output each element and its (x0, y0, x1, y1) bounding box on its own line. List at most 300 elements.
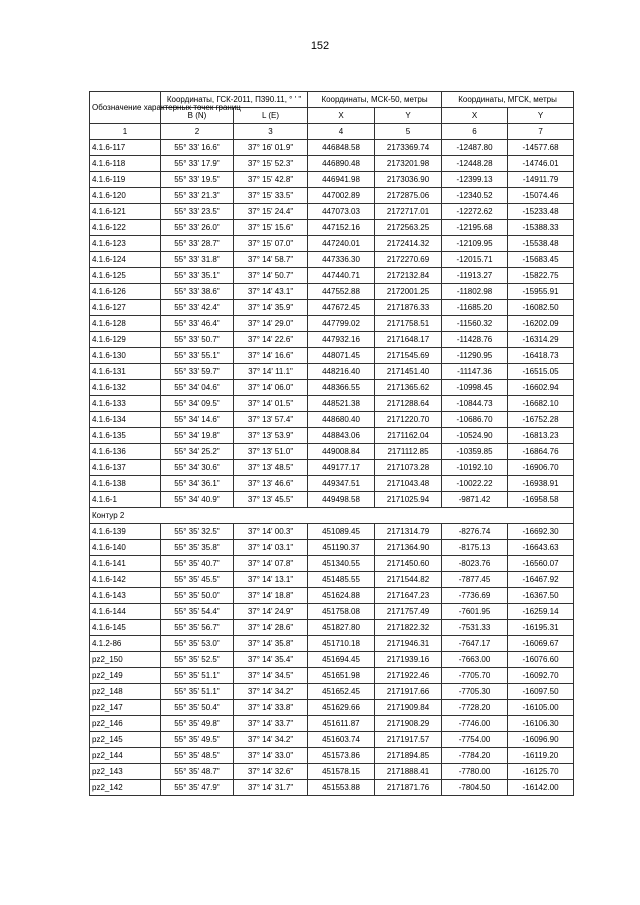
cell-point-code: pz2_150 (90, 652, 161, 668)
cell-longitude-l: 37° 14' 35.9" (234, 300, 308, 316)
cell-longitude-l: 37° 14' 13.1" (234, 572, 308, 588)
cell-longitude-l: 37° 14' 06.0" (234, 380, 308, 396)
cell-latitude-b: 55° 35' 49.8" (161, 716, 234, 732)
cell-mgsk-y: -16643.63 (508, 540, 574, 556)
cell-point-code: pz2_145 (90, 732, 161, 748)
cell-msk-x: 448521.38 (308, 396, 375, 412)
cell-msk-y: 2171314.79 (375, 524, 442, 540)
cell-latitude-b: 55° 33' 46.4" (161, 316, 234, 332)
cell-longitude-l: 37° 15' 33.5" (234, 188, 308, 204)
cell-point-code: 4.1.6-120 (90, 188, 161, 204)
table-row (90, 140, 574, 156)
table-row (90, 396, 574, 412)
cell-msk-x: 447672.45 (308, 300, 375, 316)
cell-mgsk-y: -16418.73 (508, 348, 574, 364)
cell-longitude-l: 37° 14' 32.6" (234, 764, 308, 780)
cell-point-code: 4.1.2-86 (90, 636, 161, 652)
cell-latitude-b: 55° 35' 49.5" (161, 732, 234, 748)
cell-mgsk-y: -15538.48 (508, 236, 574, 252)
table-row (90, 748, 574, 764)
cell-msk-y: 2171112.85 (375, 444, 442, 460)
cell-msk-x: 451611.87 (308, 716, 375, 732)
cell-msk-y: 2172875.06 (375, 188, 442, 204)
cell-mgsk-x: -7784.20 (442, 748, 508, 764)
cell-msk-y: 2173036.90 (375, 172, 442, 188)
cell-msk-y: 2171871.76 (375, 780, 442, 796)
cell-msk-x: 451089.45 (308, 524, 375, 540)
cell-point-code: 4.1.6-136 (90, 444, 161, 460)
column-number: 6 (442, 124, 508, 140)
section-row (90, 508, 574, 524)
column-number: 7 (508, 124, 574, 140)
cell-mgsk-x: -12272.62 (442, 204, 508, 220)
cell-msk-x: 446848.58 (308, 140, 375, 156)
cell-mgsk-x: -11802.98 (442, 284, 508, 300)
cell-latitude-b: 55° 35' 48.7" (161, 764, 234, 780)
cell-msk-x: 449177.17 (308, 460, 375, 476)
cell-msk-y: 2171939.16 (375, 652, 442, 668)
cell-latitude-b: 55° 34' 40.9" (161, 492, 234, 508)
cell-msk-x: 451603.74 (308, 732, 375, 748)
cell-msk-x: 447440.71 (308, 268, 375, 284)
cell-mgsk-x: -7746.00 (442, 716, 508, 732)
cell-point-code: pz2_146 (90, 716, 161, 732)
cell-longitude-l: 37° 14' 43.1" (234, 284, 308, 300)
table-row (90, 668, 574, 684)
cell-mgsk-x: -11147.36 (442, 364, 508, 380)
table-body-contour-2 (90, 524, 574, 796)
cell-msk-x: 451652.45 (308, 684, 375, 700)
cell-mgsk-x: -9871.42 (442, 492, 508, 508)
cell-mgsk-y: -16752.28 (508, 412, 574, 428)
cell-latitude-b: 55° 35' 48.5" (161, 748, 234, 764)
cell-mgsk-x: -7804.50 (442, 780, 508, 796)
cell-mgsk-x: -7601.95 (442, 604, 508, 620)
cell-msk-x: 451578.15 (308, 764, 375, 780)
cell-msk-x: 448366.55 (308, 380, 375, 396)
cell-msk-x: 447073.03 (308, 204, 375, 220)
cell-mgsk-x: -7647.17 (442, 636, 508, 652)
cell-msk-y: 2172717.01 (375, 204, 442, 220)
cell-mgsk-y: -16195.31 (508, 620, 574, 636)
cell-msk-y: 2171162.04 (375, 428, 442, 444)
cell-msk-y: 2171757.49 (375, 604, 442, 620)
cell-mgsk-x: -8175.13 (442, 540, 508, 556)
table-row (90, 492, 574, 508)
column-number: 3 (234, 124, 308, 140)
cell-mgsk-y: -16602.94 (508, 380, 574, 396)
table-row (90, 524, 574, 540)
section-row-group (90, 508, 574, 524)
cell-msk-y: 2172563.25 (375, 220, 442, 236)
cell-mgsk-y: -16259.14 (508, 604, 574, 620)
cell-point-code: 4.1.6-131 (90, 364, 161, 380)
cell-mgsk-x: -8023.76 (442, 556, 508, 572)
cell-mgsk-x: -12487.80 (442, 140, 508, 156)
cell-point-code: 4.1.6-122 (90, 220, 161, 236)
cell-msk-y: 2171365.62 (375, 380, 442, 396)
cell-longitude-l: 37° 14' 03.1" (234, 540, 308, 556)
table-row (90, 540, 574, 556)
cell-longitude-l: 37° 15' 42.8" (234, 172, 308, 188)
table-row (90, 204, 574, 220)
cell-point-code: 4.1.6-145 (90, 620, 161, 636)
cell-latitude-b: 55° 35' 51.1" (161, 684, 234, 700)
header-msk-coordinates: Координаты, МСК-50, метры (308, 92, 442, 108)
cell-msk-y: 2171908.29 (375, 716, 442, 732)
cell-mgsk-x: -10022.22 (442, 476, 508, 492)
table-row (90, 236, 574, 252)
header-gsk-coordinates: Координаты, ГСК-2011, П390.11, ° ' " (161, 92, 308, 108)
cell-msk-x: 447799.02 (308, 316, 375, 332)
cell-msk-y: 2171946.31 (375, 636, 442, 652)
cell-point-code: 4.1.6-135 (90, 428, 161, 444)
cell-longitude-l: 37° 15' 52.3" (234, 156, 308, 172)
cell-msk-y: 2171288.64 (375, 396, 442, 412)
cell-mgsk-y: -16515.05 (508, 364, 574, 380)
cell-mgsk-y: -16097.50 (508, 684, 574, 700)
cell-mgsk-y: -16906.70 (508, 460, 574, 476)
cell-mgsk-x: -12109.95 (442, 236, 508, 252)
cell-longitude-l: 37° 13' 51.0" (234, 444, 308, 460)
cell-mgsk-y: -15074.46 (508, 188, 574, 204)
cell-point-code: pz2_142 (90, 780, 161, 796)
cell-mgsk-y: -16119.20 (508, 748, 574, 764)
cell-longitude-l: 37° 16' 01.9" (234, 140, 308, 156)
cell-longitude-l: 37° 13' 48.5" (234, 460, 308, 476)
cell-msk-y: 2171909.84 (375, 700, 442, 716)
cell-latitude-b: 55° 33' 16.6" (161, 140, 234, 156)
table-row (90, 156, 574, 172)
cell-msk-x: 447002.89 (308, 188, 375, 204)
cell-longitude-l: 37° 15' 15.6" (234, 220, 308, 236)
cell-point-code: 4.1.6-140 (90, 540, 161, 556)
cell-point-code: 4.1.6-139 (90, 524, 161, 540)
cell-msk-y: 2171025.94 (375, 492, 442, 508)
table-row (90, 476, 574, 492)
cell-mgsk-x: -10998.45 (442, 380, 508, 396)
header-point-label: Обозначение характерных точек границ (90, 92, 161, 124)
coordinates-table (89, 91, 574, 796)
cell-latitude-b: 55° 35' 32.5" (161, 524, 234, 540)
cell-msk-y: 2171888.41 (375, 764, 442, 780)
cell-latitude-b: 55° 33' 55.1" (161, 348, 234, 364)
cell-msk-x: 448680.40 (308, 412, 375, 428)
cell-msk-x: 451758.08 (308, 604, 375, 620)
cell-msk-y: 2171073.28 (375, 460, 442, 476)
cell-longitude-l: 37° 14' 33.0" (234, 748, 308, 764)
cell-mgsk-x: -11913.27 (442, 268, 508, 284)
cell-latitude-b: 55° 35' 53.0" (161, 636, 234, 652)
cell-longitude-l: 37° 14' 18.8" (234, 588, 308, 604)
cell-longitude-l: 37° 15' 07.0" (234, 236, 308, 252)
cell-mgsk-x: -10686.70 (442, 412, 508, 428)
cell-point-code: 4.1.6-142 (90, 572, 161, 588)
header-sub-msk-x: X (308, 108, 375, 124)
section-label: Контур 2 (90, 508, 574, 524)
cell-msk-y: 2171648.17 (375, 332, 442, 348)
cell-latitude-b: 55° 35' 50.0" (161, 588, 234, 604)
column-number: 5 (375, 124, 442, 140)
cell-msk-x: 451827.80 (308, 620, 375, 636)
cell-latitude-b: 55° 33' 50.7" (161, 332, 234, 348)
cell-msk-x: 447336.30 (308, 252, 375, 268)
cell-mgsk-x: -7736.69 (442, 588, 508, 604)
cell-latitude-b: 55° 33' 59.7" (161, 364, 234, 380)
table-row (90, 652, 574, 668)
cell-msk-x: 451651.98 (308, 668, 375, 684)
cell-latitude-b: 55° 33' 38.6" (161, 284, 234, 300)
cell-msk-y: 2171894.85 (375, 748, 442, 764)
cell-mgsk-y: -16106.30 (508, 716, 574, 732)
header-mgsk-coordinates: Координаты, МГСК, метры (442, 92, 574, 108)
cell-latitude-b: 55° 34' 30.6" (161, 460, 234, 476)
cell-latitude-b: 55° 35' 56.7" (161, 620, 234, 636)
cell-longitude-l: 37° 14' 11.1" (234, 364, 308, 380)
cell-msk-y: 2171450.60 (375, 556, 442, 572)
table-body-contour-1 (90, 140, 574, 508)
cell-mgsk-y: -14577.68 (508, 140, 574, 156)
cell-latitude-b: 55° 34' 14.6" (161, 412, 234, 428)
table-row (90, 172, 574, 188)
table-row (90, 188, 574, 204)
cell-mgsk-x: -7877.45 (442, 572, 508, 588)
cell-msk-y: 2171451.40 (375, 364, 442, 380)
cell-longitude-l: 37° 14' 07.8" (234, 556, 308, 572)
cell-point-code: 4.1.6-132 (90, 380, 161, 396)
cell-latitude-b: 55° 33' 35.1" (161, 268, 234, 284)
cell-mgsk-x: -10844.73 (442, 396, 508, 412)
cell-latitude-b: 55° 33' 28.7" (161, 236, 234, 252)
cell-longitude-l: 37° 14' 01.5" (234, 396, 308, 412)
cell-mgsk-y: -15388.33 (508, 220, 574, 236)
cell-latitude-b: 55° 34' 36.1" (161, 476, 234, 492)
cell-msk-y: 2171364.90 (375, 540, 442, 556)
cell-longitude-l: 37° 14' 24.9" (234, 604, 308, 620)
cell-mgsk-x: -11560.32 (442, 316, 508, 332)
cell-mgsk-x: -7780.00 (442, 764, 508, 780)
table-row (90, 428, 574, 444)
cell-latitude-b: 55° 33' 19.5" (161, 172, 234, 188)
cell-mgsk-y: -16314.29 (508, 332, 574, 348)
cell-mgsk-y: -16682.10 (508, 396, 574, 412)
cell-mgsk-y: -15233.48 (508, 204, 574, 220)
cell-longitude-l: 37° 14' 34.2" (234, 732, 308, 748)
cell-mgsk-x: -11685.20 (442, 300, 508, 316)
table-row (90, 572, 574, 588)
page-number: 152 (310, 40, 330, 52)
cell-msk-x: 451710.18 (308, 636, 375, 652)
cell-point-code: 4.1.6-117 (90, 140, 161, 156)
table-row (90, 284, 574, 300)
cell-longitude-l: 37° 14' 50.7" (234, 268, 308, 284)
cell-mgsk-y: -16367.50 (508, 588, 574, 604)
cell-longitude-l: 37° 13' 45.5" (234, 492, 308, 508)
cell-msk-y: 2171822.32 (375, 620, 442, 636)
table-row (90, 716, 574, 732)
cell-longitude-l: 37° 14' 34.5" (234, 668, 308, 684)
cell-point-code: 4.1.6-124 (90, 252, 161, 268)
cell-msk-x: 448843.06 (308, 428, 375, 444)
cell-point-code: 4.1.6-130 (90, 348, 161, 364)
cell-latitude-b: 55° 35' 54.4" (161, 604, 234, 620)
cell-longitude-l: 37° 14' 16.6" (234, 348, 308, 364)
table-row (90, 604, 574, 620)
cell-longitude-l: 37° 14' 00.3" (234, 524, 308, 540)
cell-point-code: 4.1.6-1 (90, 492, 161, 508)
cell-latitude-b: 55° 34' 04.6" (161, 380, 234, 396)
cell-msk-y: 2173369.74 (375, 140, 442, 156)
table-row (90, 380, 574, 396)
cell-point-code: 4.1.6-119 (90, 172, 161, 188)
cell-msk-x: 451485.55 (308, 572, 375, 588)
cell-mgsk-x: -12448.28 (442, 156, 508, 172)
cell-msk-x: 447932.16 (308, 332, 375, 348)
cell-msk-y: 2171917.57 (375, 732, 442, 748)
cell-msk-y: 2171922.46 (375, 668, 442, 684)
cell-latitude-b: 55° 34' 19.8" (161, 428, 234, 444)
cell-msk-x: 451694.45 (308, 652, 375, 668)
cell-mgsk-x: -12015.71 (442, 252, 508, 268)
cell-msk-x: 446890.48 (308, 156, 375, 172)
cell-latitude-b: 55° 33' 31.8" (161, 252, 234, 268)
cell-point-code: 4.1.6-134 (90, 412, 161, 428)
cell-point-code: 4.1.6-121 (90, 204, 161, 220)
cell-mgsk-x: -7754.00 (442, 732, 508, 748)
cell-latitude-b: 55° 34' 09.5" (161, 396, 234, 412)
cell-mgsk-x: -12340.52 (442, 188, 508, 204)
table-row (90, 636, 574, 652)
cell-point-code: 4.1.6-141 (90, 556, 161, 572)
cell-latitude-b: 55° 35' 50.4" (161, 700, 234, 716)
cell-msk-y: 2171545.69 (375, 348, 442, 364)
table-row (90, 332, 574, 348)
cell-msk-x: 449498.58 (308, 492, 375, 508)
cell-mgsk-y: -16864.76 (508, 444, 574, 460)
cell-latitude-b: 55° 33' 17.9" (161, 156, 234, 172)
cell-msk-y: 2171647.23 (375, 588, 442, 604)
table-row (90, 780, 574, 796)
cell-point-code: 4.1.6-118 (90, 156, 161, 172)
cell-point-code: 4.1.6-144 (90, 604, 161, 620)
cell-point-code: 4.1.6-126 (90, 284, 161, 300)
cell-longitude-l: 37° 14' 35.8" (234, 636, 308, 652)
cell-msk-y: 2171876.33 (375, 300, 442, 316)
cell-msk-x: 451573.86 (308, 748, 375, 764)
cell-point-code: pz2_147 (90, 700, 161, 716)
cell-mgsk-y: -16076.60 (508, 652, 574, 668)
table-row (90, 364, 574, 380)
table-row (90, 412, 574, 428)
cell-msk-x: 449347.51 (308, 476, 375, 492)
cell-mgsk-y: -14746.01 (508, 156, 574, 172)
cell-msk-y: 2171758.51 (375, 316, 442, 332)
cell-mgsk-y: -16105.00 (508, 700, 574, 716)
cell-point-code: 4.1.6-123 (90, 236, 161, 252)
table-row (90, 700, 574, 716)
cell-longitude-l: 37° 14' 29.0" (234, 316, 308, 332)
cell-mgsk-x: -12399.13 (442, 172, 508, 188)
cell-mgsk-x: -11290.95 (442, 348, 508, 364)
cell-mgsk-x: -7705.30 (442, 684, 508, 700)
cell-point-code: 4.1.6-143 (90, 588, 161, 604)
header-sub-l: L (E) (234, 108, 308, 124)
cell-mgsk-y: -16096.90 (508, 732, 574, 748)
cell-point-code: 4.1.6-138 (90, 476, 161, 492)
cell-msk-x: 451629.66 (308, 700, 375, 716)
cell-latitude-b: 55° 35' 40.7" (161, 556, 234, 572)
cell-point-code: 4.1.6-133 (90, 396, 161, 412)
cell-longitude-l: 37° 15' 24.4" (234, 204, 308, 220)
cell-msk-x: 448216.40 (308, 364, 375, 380)
cell-mgsk-x: -7663.00 (442, 652, 508, 668)
column-number: 2 (161, 124, 234, 140)
cell-point-code: pz2_149 (90, 668, 161, 684)
cell-msk-y: 2172414.32 (375, 236, 442, 252)
column-number: 1 (90, 124, 161, 140)
table-row (90, 444, 574, 460)
cell-mgsk-y: -14911.79 (508, 172, 574, 188)
cell-mgsk-y: -16938.91 (508, 476, 574, 492)
cell-mgsk-x: -11428.76 (442, 332, 508, 348)
table-row (90, 220, 574, 236)
cell-msk-x: 451190.37 (308, 540, 375, 556)
table-row (90, 764, 574, 780)
table-row (90, 348, 574, 364)
cell-latitude-b: 55° 35' 47.9" (161, 780, 234, 796)
cell-mgsk-x: -10192.10 (442, 460, 508, 476)
cell-mgsk-y: -16125.70 (508, 764, 574, 780)
cell-mgsk-y: -16467.92 (508, 572, 574, 588)
cell-point-code: 4.1.6-127 (90, 300, 161, 316)
cell-longitude-l: 37° 14' 28.6" (234, 620, 308, 636)
cell-mgsk-x: -7728.20 (442, 700, 508, 716)
cell-msk-x: 451624.88 (308, 588, 375, 604)
table-row (90, 252, 574, 268)
cell-msk-x: 447552.88 (308, 284, 375, 300)
cell-longitude-l: 37° 13' 53.9" (234, 428, 308, 444)
cell-mgsk-x: -7531.33 (442, 620, 508, 636)
cell-msk-y: 2171220.70 (375, 412, 442, 428)
cell-msk-y: 2172132.84 (375, 268, 442, 284)
cell-point-code: 4.1.6-128 (90, 316, 161, 332)
header-sub-mgsk-y: Y (508, 108, 574, 124)
cell-msk-x: 448071.45 (308, 348, 375, 364)
cell-point-code: 4.1.6-125 (90, 268, 161, 284)
table-row (90, 460, 574, 476)
cell-latitude-b: 55° 33' 21.3" (161, 188, 234, 204)
cell-msk-x: 447152.16 (308, 220, 375, 236)
cell-point-code: pz2_143 (90, 764, 161, 780)
cell-msk-y: 2171544.82 (375, 572, 442, 588)
table-row (90, 588, 574, 604)
cell-latitude-b: 55° 33' 23.5" (161, 204, 234, 220)
cell-point-code: 4.1.6-129 (90, 332, 161, 348)
header-sub-mgsk-x: X (442, 108, 508, 124)
cell-mgsk-y: -16082.50 (508, 300, 574, 316)
table-row (90, 732, 574, 748)
cell-latitude-b: 55° 34' 25.2" (161, 444, 234, 460)
cell-mgsk-y: -16202.09 (508, 316, 574, 332)
table-row (90, 620, 574, 636)
cell-mgsk-y: -16813.23 (508, 428, 574, 444)
table-row (90, 316, 574, 332)
cell-msk-y: 2172001.25 (375, 284, 442, 300)
cell-msk-x: 446941.98 (308, 172, 375, 188)
cell-mgsk-y: -15955.91 (508, 284, 574, 300)
cell-point-code: pz2_144 (90, 748, 161, 764)
cell-msk-y: 2173201.98 (375, 156, 442, 172)
